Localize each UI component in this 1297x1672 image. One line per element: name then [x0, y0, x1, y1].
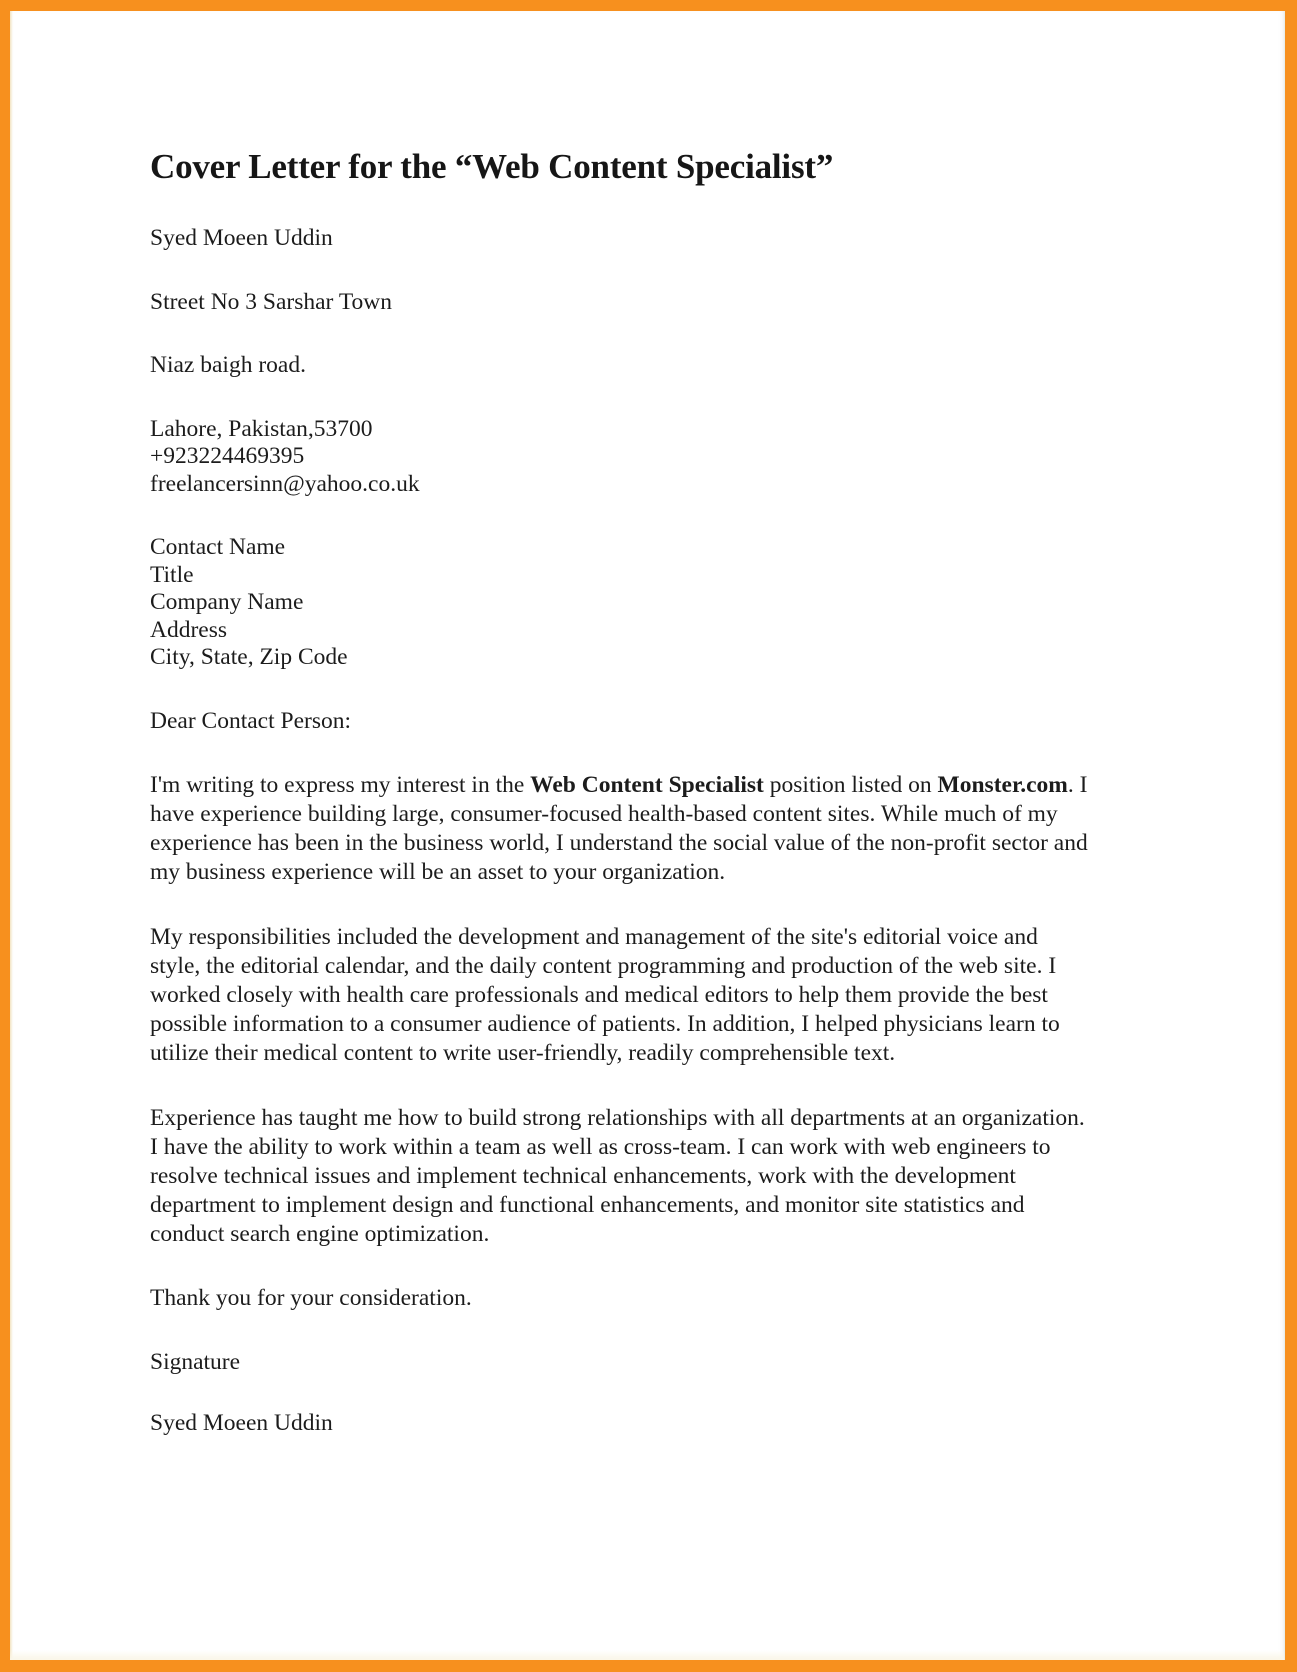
p1-role-bold: Web Content Specialist	[530, 772, 764, 799]
recipient-address: Address	[150, 616, 228, 643]
sender-name: Syed Moeen Uddin	[150, 225, 333, 252]
p1-mid: position listed on	[763, 772, 938, 799]
p1-lead: I'm writing to express my interest in the	[150, 772, 531, 799]
body-paragraph-3: Experience has taught me how to build strong relationships with all departments at an organization. I have the ability to work within a team as well as cross-team. I can work with web engineers to resolve technical issues and implement technical enhancements, work with the development department to implement design and functional enhancements, and monitor site statistics and conduct search engine optimization.	[150, 1105, 1085, 1248]
recipient-title: Title	[150, 561, 194, 588]
body-paragraph-1	[150, 771, 1090, 887]
recipient-company-name: Company Name	[150, 589, 304, 616]
cover-letter-body	[150, 146, 1090, 1438]
letter-page	[10, 11, 1285, 1660]
body-paragraph-2: My responsibilities included the development and management of the site's editorial voice and style, the editorial calendar, and the daily content programming and production of the web site. I worked closely with health care professionals and medical editors to help them provide the best possible information to a consumer audience of patients. In addition, I helped physicians learn to utilize their medical content to write user-friendly, readily comprehensible text.	[150, 924, 1060, 1067]
sender-contact-block	[150, 416, 1090, 498]
recipient-city-state-zip: City, State, Zip Code	[150, 644, 348, 671]
sender-phone: +923224469395	[150, 443, 305, 470]
closing-line: Thank you for your consideration.	[150, 1285, 472, 1312]
p1-rest: . I have experience building large, consumer-focused health-based content sites. While much of my experience has been in the business world, I understand the social value of the non-profit sector and my business experience will be an asset to your organization.	[150, 772, 1088, 886]
recipient-address-block	[150, 534, 1090, 671]
salutation: Dear Contact Person:	[150, 707, 352, 734]
page-title: Cover Letter for the “Web Content Specialist”	[150, 147, 834, 186]
sender-email: freelancersinn@yahoo.co.uk	[150, 470, 420, 497]
signature-name: Syed Moeen Uddin	[150, 1410, 333, 1437]
p1-site-bold: Monster.com	[937, 772, 1068, 799]
recipient-contact-name: Contact Name	[150, 534, 286, 561]
sender-street: Street No 3 Sarshar Town	[150, 288, 393, 315]
sender-city-line: Lahore, Pakistan,53700	[150, 415, 373, 442]
signature-label: Signature	[150, 1348, 241, 1375]
sender-road: Niaz baigh road.	[150, 352, 306, 379]
